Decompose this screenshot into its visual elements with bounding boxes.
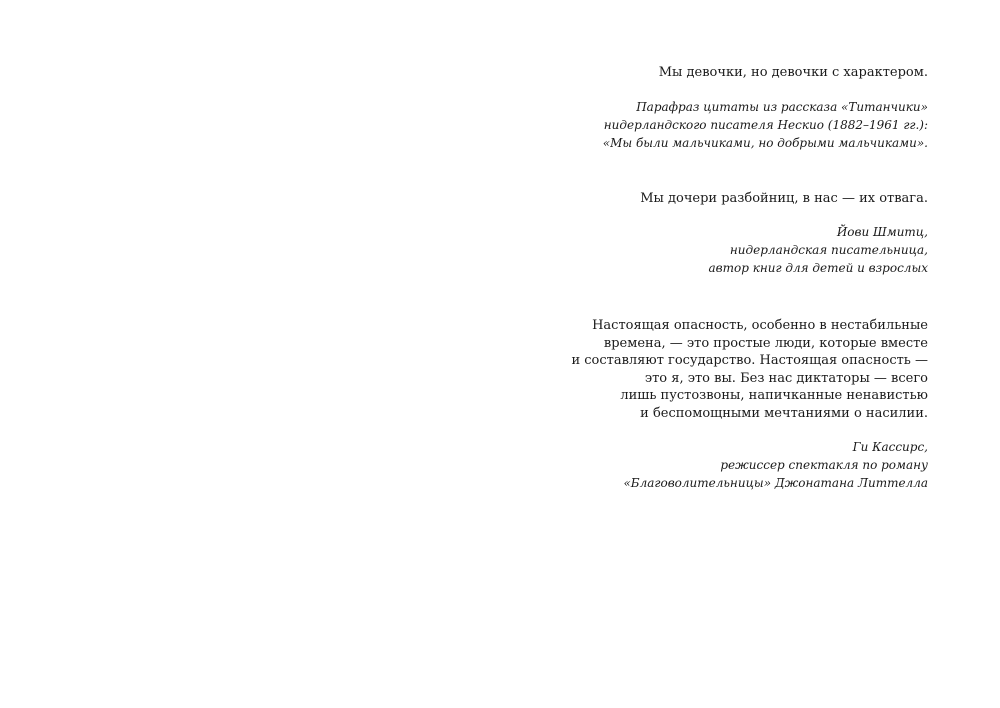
epigraph-1-quote (568, 64, 928, 82)
quote-line: времена, — это простые люди, которые вместе (603, 335, 928, 351)
quote-line: и составляют государство. Настоящая опасность — (571, 353, 928, 368)
epigraph-2 (568, 190, 928, 278)
attribution-line: «Мы были мальчиками, но добрыми мальчиками». (602, 135, 928, 150)
epigraph-1 (568, 64, 928, 152)
quote-line: Мы дочери разбойниц, в нас — их отвага. (640, 190, 928, 206)
quote-line: Мы девочки, но девочки с характером. (658, 65, 928, 80)
epigraph-2-quote (568, 190, 928, 208)
quote-line: и беспомощными мечтаниями о насилии. (640, 405, 928, 421)
epigraph-2-attribution (568, 223, 928, 277)
attribution-line: нидерландская писательница, (729, 243, 928, 257)
quote-line: лишь пустозвоны, напичканные ненавистью (620, 388, 928, 403)
attribution-line: Ги Кассирс, (852, 440, 928, 454)
attribution-line: автор книг для детей и взрослых (708, 261, 928, 275)
attribution-line: Йови Шмитц, (836, 225, 928, 239)
epigraph-3 (568, 317, 928, 492)
epigraph-3-quote (568, 317, 928, 422)
epigraph-column (568, 64, 928, 492)
quote-line: Настоящая опасность, особенно в нестабильные (592, 318, 928, 333)
attribution-line: «Благоволительницы» Джонатана Литтелла (623, 476, 928, 490)
attribution-line: Парафраз цитаты из рассказа «Титанчики» (636, 99, 928, 114)
epigraph-1-attribution (568, 98, 928, 152)
attribution-line: режиссер спектакля по роману (720, 458, 928, 472)
epigraph-3-attribution (568, 438, 928, 492)
attribution-line: нидерландского писателя Нескио (1882–1961 гг.): (603, 117, 928, 132)
quote-line: это я, это вы. Без нас диктаторы — всего (644, 370, 928, 386)
